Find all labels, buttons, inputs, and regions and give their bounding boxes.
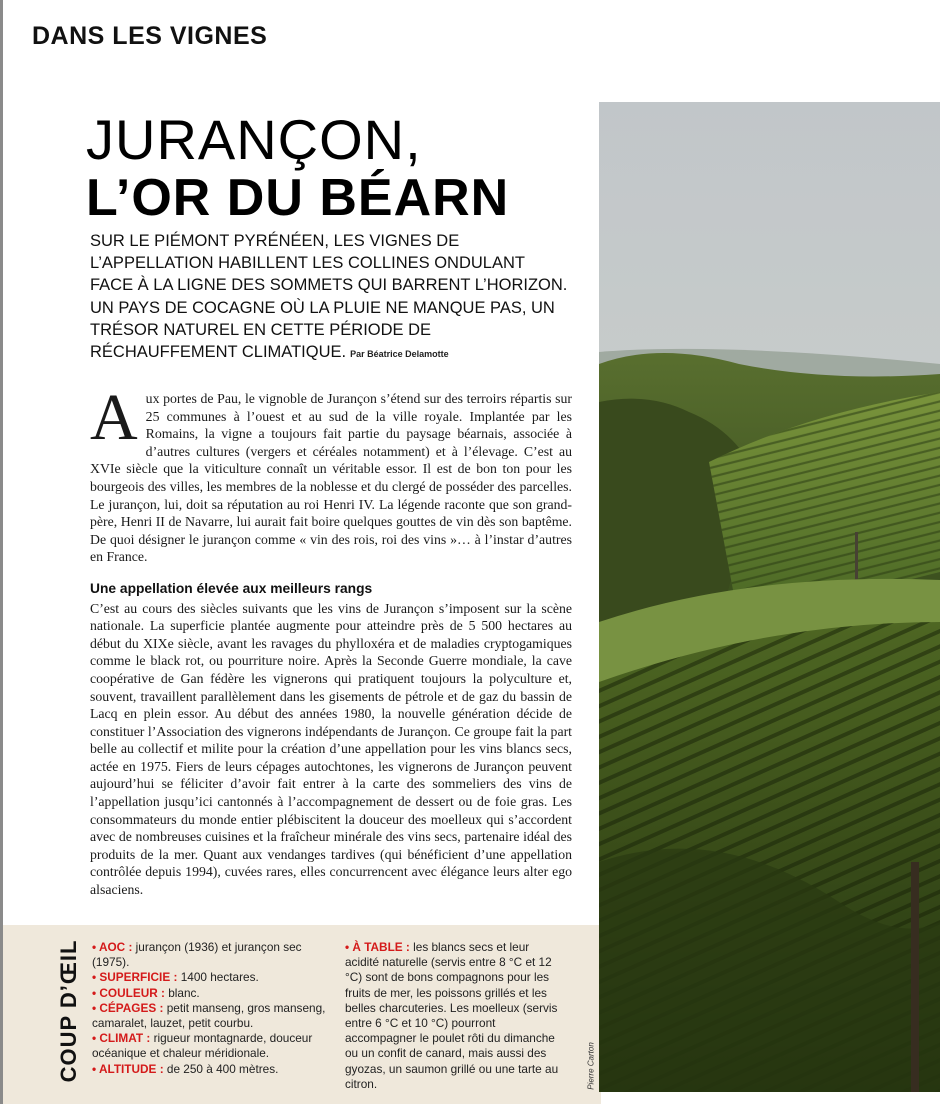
facts-column-left [92,940,332,1077]
fact-a-table: • À TABLE : les blancs secs et leur acidité naturelle (servis entre 8 °C et 12 °C) sont de bons compagnons pour les fruits de mer, les poissons grillés et les belles charcuteries. Les moelleux (servis entre 6 °C et 10 °C) pourront accompagner le poulet rôti du dimanche ou un confit de canard, mais aussi des gyozas, un saumon grillé ou une tarte au citron. [345,940,559,1091]
article-lede: SUR LE PIÉMONT PYRÉNÉEN, LES VIGNES DE L’APPELLATION HABILLENT LES COLLINES ONDULANT FACE À LA LIGNE DES SOMMETS QUI BARRENT L’HORIZON. UN PAYS DE COCAGNE OÙ LA PLUIE NE MANQUE PAS, UN TRÉSOR NATUREL EN CETTE PÉRIODE DE RÉCHAUFFEMENT CLIMATIQUE. Par Béatrice Delamotte [90,232,568,362]
photo-credit: Pierre Carton [586,1042,596,1090]
paragraph-2: C’est au cours des siècles suivants que les vins de Jurançon s’imposent sur la scène nationale. La superficie plantée augmente pour atteindre près de 5 500 hectares au début du XIXe siècle, avant les ravages du phylloxéra et de maladies cryptogamiques comme le black rot, ou pourriture noire. Après la Seconde Guerre mondiale, la cave coopérative de Gan fédère les vignerons qui pratiquent toujours la polyculture et, souvent, travaillent parallèlement dans les gisements de pétrole et de gaz du bassin de Lacq en plein essor. Au début des années 1980, la nouvelle génération décide de constituer l’Association des vignerons indépendants de Jurançon. Ce groupe fait la part belle au collectif et milite pour la création d’une appellation pour les vins blancs secs, actée en 1975. Fiers de leurs cépages autochtones, les vignerons de Jurançon peuvent aujourd’hui se féliciter d’avoir fait entrer à la carte des sommeliers des vins de l’appellation jusqu’ici cantonnés à l’accompagnement de dessert ou de foie gras. Les consommateurs du monde entier plébiscitent la douceur des moelleux qui s’accordent avec de nombreuses cuisines et la fraîcheur minérale des vins secs, partenaire idéal des produits de la mer. Quant aux vendanges tardives (qui bénéficient d’une appellation contrôlée depuis 1994), cuvées rares, elles concurrencent avec élégance leurs alter ego alsaciens. [90,600,572,898]
drop-cap: A [90,381,138,454]
fact-cepages: • CÉPAGES : petit manseng, gros manseng, camaralet, lauzet, petit courbu. [92,1000,326,1031]
fact-couleur: • COULEUR : blanc. [92,985,200,1000]
fact-aoc: • AOC : jurançon (1936) et jurançon sec (1975). [92,940,302,970]
section-label: DANS LES VIGNES [32,22,268,50]
fact-climat: • CLIMAT : rigueur montagnarde, douceur océanique et chaleur méridionale. [92,1031,313,1061]
title-line-2: L’OR DU BÉARN [86,169,510,227]
coup-doeil-label: COUP D’ŒIL [56,939,81,1083]
subheading: Une appellation élevée aux meilleurs rangs [90,580,373,596]
fact-superficie: • SUPERFICIE : 1400 hectares. [92,970,259,985]
article-title [86,108,510,227]
article-body [90,381,572,899]
fact-altitude: • ALTITUDE : de 250 à 400 mètres. [92,1061,279,1076]
byline: Par Béatrice Delamotte [350,349,449,360]
vineyard-photo [599,102,940,1092]
title-line-1: JURANÇON, [86,108,422,171]
facts-column-right [345,940,565,1092]
paragraph-1: Aux portes de Pau, le vignoble de Jurançon s’étend sur des terroirs répartis sur 25 communes à l’ouest et au sud de la ville royale. Implantée par les Romains, la vigne a toujours fait partie du paysage béarnais, associée à d’autres cultures (vergers et céréales notamment) et à l’élevage. C’est au XVIe siècle que la viticulture connaît un véritable essor. Il est de bon ton pour les bourgeois des villes, les membres de la noblesse et du clergé de posséder des parcelles. Le jurançon, lui, doit sa réputation au roi Henri IV. La légende raconte que son grand-père, Henri II de Navarre, lui aurait fait boire quelques gouttes de vin dès son baptême. De quoi désigner le jurançon comme « vin des rois, roi des vins »… à l’instar d’autres en France. [90,381,572,565]
